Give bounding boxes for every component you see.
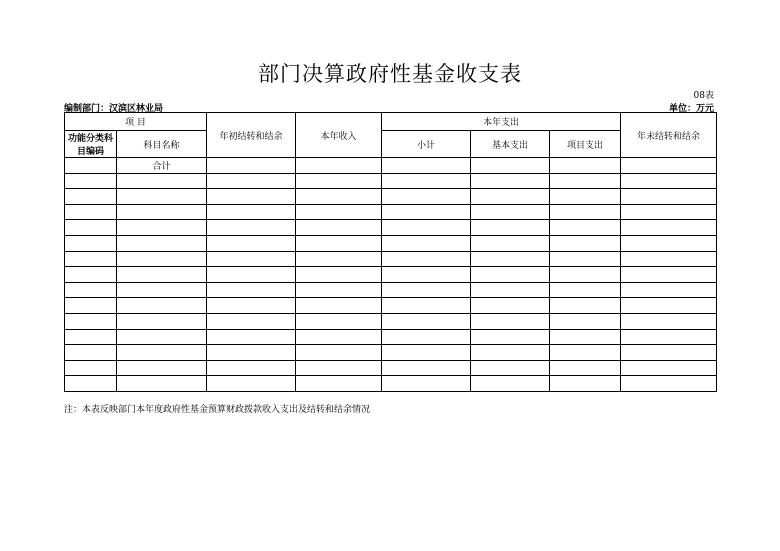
- table-cell: [117, 267, 207, 283]
- table-cell: [296, 360, 382, 376]
- table-cell: [65, 220, 117, 236]
- table-cell: [117, 235, 207, 251]
- table-cell: [65, 267, 117, 283]
- footnote: 注：本表反映部门本年度政府性基金预算财政拨款收入支出及结转和结余情况: [64, 405, 371, 415]
- table-cell: [621, 204, 717, 220]
- table-cell: [621, 298, 717, 314]
- table-cell: [117, 298, 207, 314]
- table-row: [65, 298, 717, 314]
- header-item: 项 目: [65, 113, 207, 131]
- table-cell: [65, 282, 117, 298]
- table-cell: [382, 235, 471, 251]
- table-cell: [471, 235, 550, 251]
- header-subtotal: 小计: [382, 131, 471, 158]
- header-row-1: [65, 113, 717, 131]
- table-cell: [471, 313, 550, 329]
- table-cell: [207, 360, 296, 376]
- table-cell: [550, 329, 621, 345]
- table-cell: [471, 282, 550, 298]
- table-cell: [382, 313, 471, 329]
- table-cell: [382, 267, 471, 283]
- table-cell: [471, 189, 550, 205]
- table-cell: [471, 158, 550, 174]
- table-cell: [471, 360, 550, 376]
- department-label: 编制部门：汉滨区林业局: [64, 104, 164, 114]
- table-cell: [382, 329, 471, 345]
- table-cell: [471, 376, 550, 392]
- table-cell: [382, 173, 471, 189]
- table-row: [65, 173, 717, 189]
- table-cell: [296, 189, 382, 205]
- table-cell: [207, 235, 296, 251]
- table-cell: [471, 329, 550, 345]
- table-cell: [207, 189, 296, 205]
- table-cell: [65, 313, 117, 329]
- blank-rows: [65, 173, 717, 391]
- table-cell: [65, 298, 117, 314]
- header-project-expense: 项目支出: [550, 131, 621, 158]
- table-cell: [382, 204, 471, 220]
- form-number: 08表: [693, 91, 714, 101]
- table-cell: [621, 220, 717, 236]
- table-cell: [117, 220, 207, 236]
- table-cell: [117, 345, 207, 361]
- table-cell: [207, 282, 296, 298]
- table-cell: [382, 282, 471, 298]
- table-cell: [471, 173, 550, 189]
- table-cell: [65, 251, 117, 267]
- table-cell: [207, 298, 296, 314]
- table-cell: [117, 376, 207, 392]
- table-cell: [65, 173, 117, 189]
- table-cell: [621, 313, 717, 329]
- table-cell: [65, 204, 117, 220]
- table-cell: [117, 251, 207, 267]
- fund-table: [64, 112, 717, 392]
- table-cell: [621, 189, 717, 205]
- page-title: 部门决算政府性基金收支表: [258, 62, 522, 86]
- table-cell: [550, 235, 621, 251]
- total-row: [65, 158, 717, 174]
- table-cell: [296, 267, 382, 283]
- header-expense: 本年支出: [382, 113, 621, 131]
- table-cell: [550, 313, 621, 329]
- table-cell: [296, 376, 382, 392]
- table-row: [65, 220, 717, 236]
- table-cell: [550, 376, 621, 392]
- table-cell: [296, 158, 382, 174]
- table-cell: [550, 204, 621, 220]
- table-cell: [550, 345, 621, 361]
- table-cell: [550, 360, 621, 376]
- table-row: [65, 204, 717, 220]
- table-cell: [550, 158, 621, 174]
- table-row: [65, 251, 717, 267]
- table-cell: [382, 298, 471, 314]
- table-cell: [296, 220, 382, 236]
- table-cell: [382, 345, 471, 361]
- table-cell: [65, 345, 117, 361]
- table-cell: [550, 251, 621, 267]
- table-cell: [207, 313, 296, 329]
- table-cell: [471, 251, 550, 267]
- table-cell: [207, 376, 296, 392]
- table-cell: [117, 360, 207, 376]
- table-cell: [621, 345, 717, 361]
- table-cell: [117, 189, 207, 205]
- total-label: 合计: [117, 158, 207, 174]
- table-cell: [296, 298, 382, 314]
- table-cell: [296, 282, 382, 298]
- table-cell: [207, 204, 296, 220]
- table-cell: [382, 376, 471, 392]
- table-row: [65, 376, 717, 392]
- unit-label: 单位：万元: [668, 104, 714, 114]
- table-cell: [207, 267, 296, 283]
- table-cell: [117, 173, 207, 189]
- table-cell: [382, 251, 471, 267]
- table-cell: [621, 251, 717, 267]
- table-cell: [296, 329, 382, 345]
- header-func-code: 功能分类科目编码: [65, 131, 117, 158]
- table-cell: [117, 313, 207, 329]
- table-cell: [471, 204, 550, 220]
- table-cell: [621, 267, 717, 283]
- table-row: [65, 267, 717, 283]
- header-income: 本年收入: [296, 113, 382, 158]
- table-cell: [550, 189, 621, 205]
- table-cell: [550, 173, 621, 189]
- header-row-2: [65, 131, 717, 158]
- table-cell: [471, 220, 550, 236]
- table-cell: [550, 220, 621, 236]
- table-cell: [382, 158, 471, 174]
- table-cell: [621, 329, 717, 345]
- table-row: [65, 360, 717, 376]
- table-cell: [621, 376, 717, 392]
- table-cell: [296, 235, 382, 251]
- table-row: [65, 282, 717, 298]
- table-cell: [550, 282, 621, 298]
- table-row: [65, 235, 717, 251]
- table-cell: [621, 235, 717, 251]
- table-cell: [117, 329, 207, 345]
- table-cell: [296, 251, 382, 267]
- table-cell: [296, 313, 382, 329]
- table-row: [65, 313, 717, 329]
- table-cell: [296, 173, 382, 189]
- header-basic-expense: 基本支出: [471, 131, 550, 158]
- table-cell: [207, 158, 296, 174]
- table-cell: [471, 345, 550, 361]
- table-cell: [207, 251, 296, 267]
- table-cell: [65, 189, 117, 205]
- table-cell: [471, 267, 550, 283]
- table-cell: [117, 204, 207, 220]
- table-cell: [296, 345, 382, 361]
- table-cell: [117, 282, 207, 298]
- table-cell: [65, 329, 117, 345]
- header-subject-name: 科目名称: [117, 131, 207, 158]
- table-cell: [471, 298, 550, 314]
- table-cell: [207, 173, 296, 189]
- table-cell: [65, 360, 117, 376]
- header-end-balance: 年末结转和结余: [621, 113, 717, 158]
- table-cell: [296, 204, 382, 220]
- table-cell: [550, 298, 621, 314]
- table-row: [65, 189, 717, 205]
- table-cell: [207, 220, 296, 236]
- table-cell: [621, 282, 717, 298]
- table-cell: [207, 329, 296, 345]
- table-cell: [621, 158, 717, 174]
- table-cell: [621, 173, 717, 189]
- table-row: [65, 329, 717, 345]
- table-cell: [65, 235, 117, 251]
- table-row: [65, 345, 717, 361]
- table-cell: [382, 189, 471, 205]
- table-cell: [621, 360, 717, 376]
- table-cell: [207, 345, 296, 361]
- table-cell: [65, 376, 117, 392]
- table-cell: [382, 360, 471, 376]
- table-cell: [382, 220, 471, 236]
- table-cell: [65, 158, 117, 174]
- header-begin-balance: 年初结转和结余: [207, 113, 296, 158]
- table-cell: [550, 267, 621, 283]
